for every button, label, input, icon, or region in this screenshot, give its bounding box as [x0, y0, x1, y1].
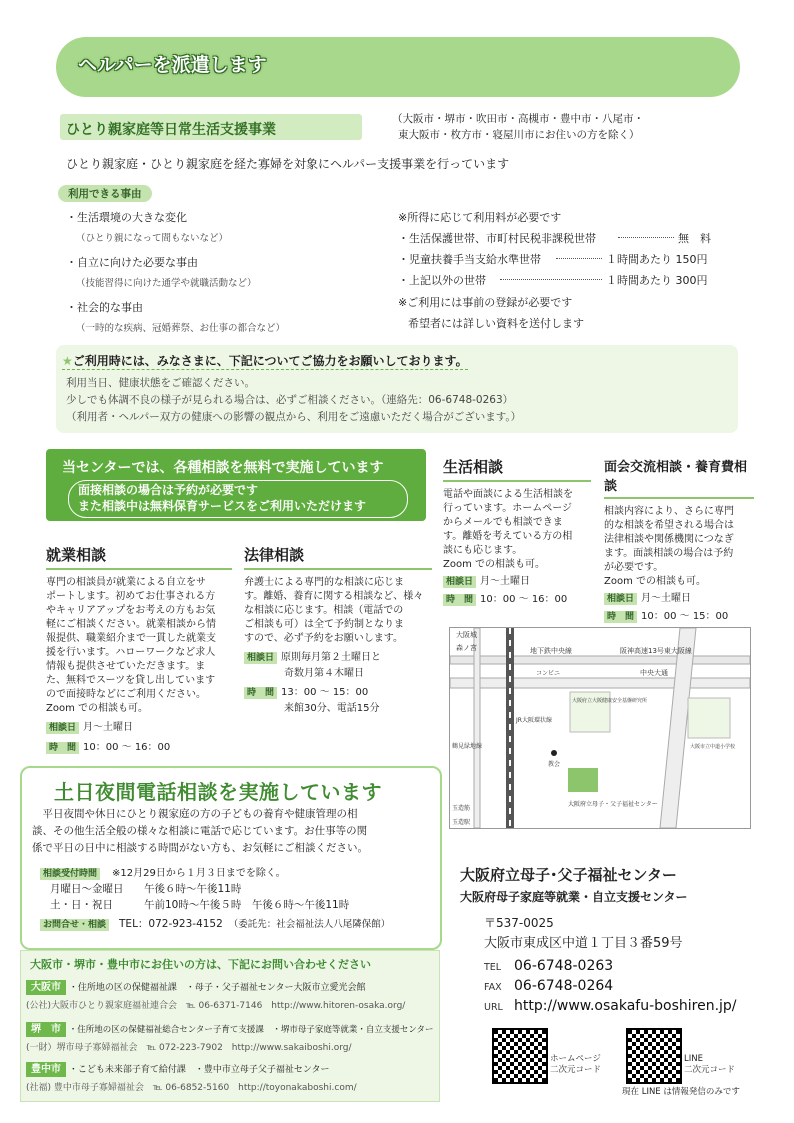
service-heading: ひとり親家庭等日常生活支援事業 — [66, 122, 276, 138]
life-body — [443, 488, 591, 572]
org-fax — [484, 978, 613, 994]
phone-body-line: 平日夜間や休日にひとり親家庭の方の子どもの養育や健康管理の相 — [32, 808, 358, 820]
employment-body-line: やキャリアアップをお考えの方もお気 — [46, 605, 216, 616]
registration-note: ※ご利用には事前の登録が必要です — [398, 296, 573, 309]
phone-body-line: 係で平日の日中に相談する時間がない方も、お気軽にご相談ください。 — [32, 842, 368, 854]
qr1-label-2: 二次元コード — [550, 1065, 602, 1075]
phone-contact-note: （委託先：社会福祉法人八尾隣保館） — [228, 919, 391, 930]
life-title: 生活相談 — [443, 456, 591, 482]
phone-contact — [40, 916, 390, 931]
employment-title: 就業相談 — [46, 544, 232, 570]
city-tag-toyonaka: 豊中市 — [26, 1062, 66, 1077]
org-tel — [484, 958, 613, 974]
visitation-consultation — [604, 456, 754, 625]
life-consultation — [443, 456, 591, 608]
phone-row-2-time: 午前10時～午後５時 午後６時～午後11時 — [144, 899, 350, 911]
legal-body — [244, 576, 432, 646]
legal-time-2: 来館30分、電話15分 — [284, 703, 380, 714]
map-label-hanshin: 阪神高速13号東大阪線 — [620, 647, 692, 655]
area-note-2: 東大阪市・枚方市・寝屋川市にお住いの方を除く） — [398, 129, 640, 141]
employment-day — [46, 720, 232, 736]
phone-consultation-title: 土日夜間電話相談を実施しています — [54, 780, 382, 804]
fax-label: FAX — [484, 982, 502, 993]
map-label-chuo-line: 地下鉄中央線 — [530, 647, 572, 655]
phone-body — [32, 806, 368, 857]
visitation-body-line: 法律相談や関係機関につなぎ — [604, 534, 734, 545]
map-label-chuo-odori: 中央大通 — [640, 669, 668, 677]
url-link[interactable]: http://www.osakafu-boshiren.jp/ — [514, 998, 737, 1014]
map-label-institute: 大阪府立大阪健康安全基盤研究所 — [572, 698, 648, 704]
life-body-line: 談にも応じます。 — [443, 545, 523, 556]
map-label-osakajo: 大阪城 — [456, 631, 477, 639]
qr1-label-1: ホームページ — [550, 1054, 601, 1064]
life-time-value: 10：00 ～ 16：00 — [480, 594, 568, 605]
inquiry-sakai — [26, 1020, 436, 1053]
reason-3: ・社会的な事由 — [66, 301, 143, 314]
legal-time — [244, 685, 432, 701]
map-label-tsurumi-line: 鶴見緑地線 — [452, 743, 483, 750]
map-label-church: 教会 — [548, 761, 561, 768]
time-tag: 時 間 — [443, 594, 476, 606]
legal-day-2: 奇数月第４木曜日 — [284, 668, 364, 679]
employment-day-value: 月～土曜日 — [83, 722, 134, 733]
line-note: 現在 LINE は情報発信のみです — [622, 1087, 740, 1097]
org-name: 大阪府立母子･父子福祉センター — [460, 866, 677, 884]
inquiry-osaka-line-2: (公社)大阪市ひとり親家庭福祉連合会 ℡ 06-6371-7146 http://www.hitoren-osaka.org/ — [26, 1001, 406, 1011]
employment-body-line: た、無料でスーツを貸し出しています — [46, 675, 216, 686]
city-tag-sakai: 堺 市 — [26, 1022, 66, 1037]
reason-2: ・自立に向けた必要な事由 — [66, 256, 198, 269]
employment-body-line: 軽にご相談ください。就業相談から情 — [46, 619, 216, 630]
notice-title — [62, 352, 468, 370]
homepage-qr-icon[interactable] — [492, 1028, 548, 1084]
employment-time-value: 10：00 ～ 16：00 — [83, 742, 171, 753]
notice-line-2: 少しでも体調不良の様子が見られる場合は、必ずご相談ください。（連絡先：06-6748-0263） — [66, 394, 514, 406]
phone-hours-note: ※12月29日から１月３日までを除く。 — [112, 868, 286, 879]
reason-2-sub: （技能習得に向けた通学や就職活動など） — [76, 278, 257, 289]
legal-body-line: すので、必ず予約をお願いします。 — [244, 633, 403, 644]
map-label-center: 大阪府立母子・父子福祉センター — [568, 801, 658, 808]
phone-contact-number[interactable]: TEL：072-923-4152 — [119, 918, 223, 930]
consultation-banner-title: 当センターでは、各種相談を無料で実施しています — [62, 460, 384, 476]
access-map — [449, 627, 751, 829]
inquiry-sakai-line-2: (一財）堺市母子寡婦福祉会 ℡ 072-223-7902 http://www.sakaiboshi.org/ — [26, 1043, 352, 1053]
org-subname: 大阪府母子家庭等就業・自立支援センター — [460, 890, 688, 904]
phone-row-1-day: 月曜日～金曜日 — [50, 883, 124, 895]
visitation-body-line: ます。面談相談の場合は予約 — [604, 548, 734, 559]
day-tag: 相談日 — [443, 576, 476, 588]
employment-body-line: 専門の相談員が就業による自立をサ — [46, 577, 206, 588]
qr2-label-2: 二次元コード — [684, 1065, 736, 1075]
phone-row-2-day: 土・日・祝日 — [50, 899, 113, 911]
life-body-line: す。離婚を考えている方の相 — [443, 531, 573, 542]
visitation-day — [604, 591, 754, 607]
fee-row-1-value: 無 料 — [678, 232, 711, 245]
inquiry-toyonaka-line-1: ・こども未来部子育て給付課 ・豊中市立母子父子福祉センター — [68, 1065, 330, 1075]
visitation-time-value: 10：00 ～ 15：00 — [641, 611, 729, 622]
life-body-line: Zoom での相談も可。 — [443, 559, 546, 570]
legal-body-line: す。離婚、養育に関する相談など、様々 — [244, 591, 424, 602]
phone-weekend-row — [50, 897, 349, 912]
phone-body-line: 談、その他生活全般の様々な相談に電話で応じています。お仕事等の関 — [32, 825, 368, 837]
map-label-morinomiya: 森ノ宮 — [456, 644, 477, 652]
tel-label: TEL — [484, 962, 502, 973]
consultation-banner-sub-1: 面接相談の場合は予約が必要です — [78, 483, 259, 497]
map-label-convenience: コンビニ — [536, 670, 561, 677]
reason-3-sub: （一時的な疾病、冠婚葬祭、お仕事の都合など） — [76, 323, 286, 334]
fee-row-2-value: １時間あたり 150円 — [606, 253, 708, 266]
legal-day-value-1: 原則毎月第２土曜日と — [281, 652, 382, 663]
phone-weekday-row — [50, 881, 241, 896]
fee-row-3-value: １時間あたり 300円 — [606, 274, 708, 287]
phone-row-1-time: 午後６時～午後11時 — [144, 883, 242, 895]
city-tag-osaka: 大阪市 — [26, 980, 66, 995]
legal-body-line: な相談に応じます。相談（電話での — [244, 605, 404, 616]
tel-value[interactable]: 06-6748-0263 — [514, 958, 614, 974]
visitation-body — [604, 505, 754, 589]
time-tag: 時 間 — [244, 687, 277, 699]
visitation-title: 面会交流相談・養育費相談 — [604, 456, 754, 499]
life-body-line: 電話や面談による生活相談を — [443, 489, 573, 500]
time-tag: 時 間 — [46, 742, 79, 754]
employment-body — [46, 576, 232, 716]
hours-tag: 相談受付時間 — [40, 868, 100, 880]
area-note-1: （大阪市・堺市・吹田市・高槻市・豊中市・八尾市・ — [392, 113, 644, 125]
time-tag: 時 間 — [604, 611, 637, 623]
reason-1-sub: （ひとり親になって間もないなど） — [76, 233, 229, 244]
fee-row-2-leader — [556, 258, 602, 259]
day-tag: 相談日 — [244, 652, 277, 664]
reason-1: ・生活環境の大きな変化 — [66, 211, 187, 224]
org-url — [484, 998, 737, 1014]
org-postal: 〒537-0025 — [484, 916, 554, 930]
legal-day — [244, 650, 432, 666]
map-label-tamatsukuri-station: 玉造駅 — [452, 819, 471, 826]
service-intro: ひとり親家庭・ひとり親家庭を経た寡婦を対象にヘルパー支援事業を行っています — [66, 157, 510, 171]
consultation-banner-text — [78, 482, 366, 514]
star-icon: ★ — [62, 354, 73, 368]
center-building — [568, 768, 598, 792]
legal-body-line: 弁護士による専門的な相談に応じま — [244, 577, 404, 588]
visitation-time — [604, 609, 754, 625]
page-title: ヘルパーを派遣します — [78, 54, 267, 76]
legal-body-line: ご相談も可）は全て予約制となりま — [244, 619, 404, 630]
employment-time — [46, 740, 232, 756]
line-qr-label — [684, 1054, 735, 1076]
visitation-body-line: 的な相談を希望される場合は — [604, 520, 734, 531]
employment-consultation — [46, 544, 232, 756]
road-tamatsukuri — [474, 628, 480, 828]
map-drawing — [450, 628, 750, 828]
brochure-note: 希望者には詳しい資料を送付します — [408, 317, 584, 330]
road-chuo — [450, 678, 750, 688]
fee-row-3-leader — [500, 279, 602, 280]
fee-row-1-leader — [618, 237, 674, 238]
life-day-value: 月～土曜日 — [480, 576, 531, 587]
map-label-school: 大阪市立中道小学校 — [690, 744, 736, 750]
visitation-body-line: が必要です。 — [604, 562, 664, 573]
fee-row-2-label: ・児童扶養手当支給水準世帯 — [398, 253, 541, 266]
employment-body-line: ので面接時などにご利用ください。 — [46, 689, 206, 700]
notice-line-1: 利用当日、健康状態をご確認ください。 — [66, 377, 255, 389]
employment-body-line: 情報も提供させていただきます。ま — [46, 661, 206, 672]
visitation-day-value: 月～土曜日 — [641, 593, 692, 604]
road-hanshin — [450, 656, 750, 664]
fee-row-1-label: ・生活保護世帯、市町村民税非課税世帯 — [398, 232, 596, 245]
visitation-body-line: 相談内容により、さらに専門 — [604, 506, 734, 517]
homepage-qr-label — [550, 1054, 601, 1076]
employment-body-line: Zoom での相談も可。 — [46, 703, 149, 714]
line-qr-icon[interactable] — [626, 1028, 682, 1084]
employment-body-line: ポートします。初めてお仕事される方 — [46, 591, 216, 602]
reasons-label: 利用できる事由 — [58, 185, 152, 202]
inquiry-toyonaka — [26, 1060, 436, 1093]
inquiry-osaka-line-1: ・住所地の区の保健福祉課 ・母子・父子福祉センター大阪市立愛光会館 — [68, 983, 366, 993]
day-tag: 相談日 — [46, 722, 79, 734]
inquiry-sakai-line-1: ・住所地の区の保健福祉総合センター子育て支援課 ・堺市母子家庭等就業・自立支援センター — [68, 1025, 434, 1035]
life-body-line: 行っています。ホームページ — [443, 503, 572, 514]
employment-body-line: 援を行います。ハローワークなど求人 — [46, 647, 216, 658]
legal-time-value-1: 13：00 ～ 15：00 — [281, 687, 369, 698]
visitation-body-line: Zoom での相談も可。 — [604, 576, 707, 587]
inquiry-osaka — [26, 978, 436, 1011]
fee-header: ※所得に応じて利用料が必要です — [398, 211, 562, 224]
qr2-label-1: LINE — [684, 1054, 703, 1064]
phone-hours — [40, 864, 286, 879]
contact-tag: お問合せ・相談 — [40, 919, 109, 931]
legal-consultation — [244, 544, 432, 716]
life-time — [443, 592, 591, 608]
notice-title-text: ご利用時には、みなさまに、下記についてご協力をお願いしております。 — [72, 354, 468, 368]
map-label-jr: JR大阪環状線 — [516, 717, 552, 724]
employment-body-line: 報提供、職業紹介まで一貫した就業支 — [46, 633, 216, 644]
org-address: 大阪市東成区中道１丁目３番59号 — [484, 936, 683, 951]
url-label: URL — [484, 1002, 503, 1013]
fee-row-3-label: ・上記以外の世帯 — [398, 274, 486, 287]
map-label-tamatsukuri-suji: 玉造筋 — [452, 805, 471, 812]
life-body-line: からメールでも相談できま — [443, 517, 563, 528]
legal-title: 法律相談 — [244, 544, 432, 570]
notice-line-3: （利用者・ヘルパー双方の健康への影響の観点から、利用をご遠慮いただく場合がございます。） — [66, 411, 522, 423]
inquiry-title: 大阪市・堺市・豊中市にお住いの方は、下記にお問い合わせください — [30, 958, 371, 971]
inquiry-toyonaka-line-2: (社福) 豊中市母子寡婦福祉会 ℡ 06-6852-5160 http://toyonakaboshi.com/ — [26, 1083, 357, 1093]
consultation-banner-sub-2: また相談中は無料保育サービスをご利用いただけます — [78, 499, 367, 513]
fax-value: 06-6748-0264 — [514, 978, 614, 994]
life-day — [443, 574, 591, 590]
day-tag: 相談日 — [604, 593, 637, 605]
